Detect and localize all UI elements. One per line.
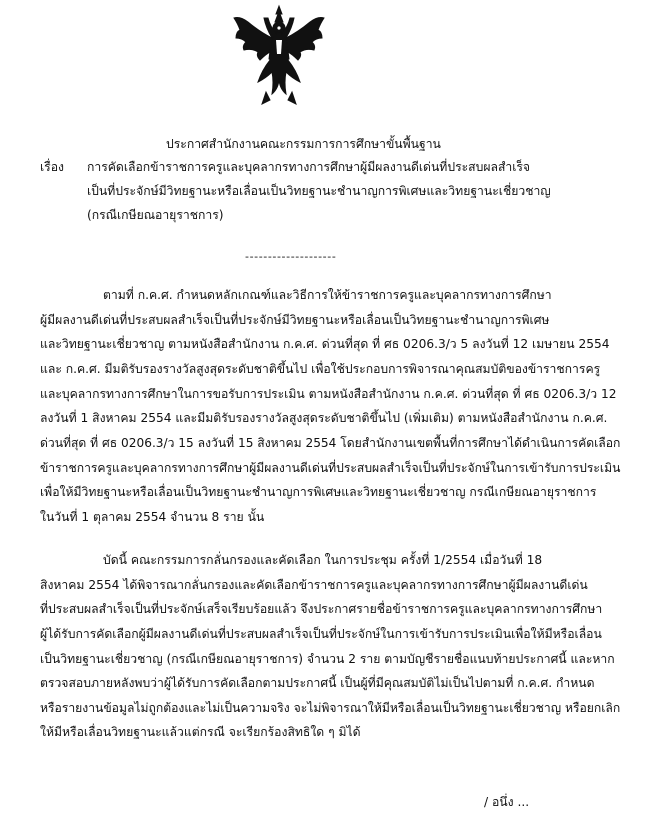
- continued-marker: / อนึ่ง ...: [484, 795, 530, 809]
- paragraph2-line: ผู้ได้รับการคัดเลือกผู้มีผลงานดีเด่นที่ประสบผลสำเร็จเป็นที่ประจักษ์ในการเข้ารับการประเมินเพื่อให้มีหรือเลื่อน: [40, 627, 602, 641]
- paragraph2-line: ให้มีหรือเลื่อนวิทยฐานะแล้วแต่กรณี จะเรียกร้องสิทธิใด ๆ มิได้: [40, 725, 361, 739]
- paragraph1-line: ข้าราชการครูและบุคลากรทางการศึกษาผู้มีผลงานดีเด่นที่ประสบผลสำเร็จเป็นที่ประจักษ์ในการเข้ารับการประเมิน: [40, 461, 621, 475]
- paragraph1-line: เพื่อให้มีวิทยฐานะหรือเลื่อนเป็นวิทยฐานะชำนาญการพิเศษและวิทยฐานะเชี่ยวชาญ กรณีเกษียณอายุราชการ: [40, 485, 597, 499]
- subject-line: เป็นที่ประจักษ์มีวิทยฐานะหรือเลื่อนเป็นวิทยฐานะชำนาญการพิเศษและวิทยฐานะเชี่ยวชาญ: [87, 184, 551, 198]
- paragraph2-line: ที่ประสบผลสำเร็จเป็นที่ประจักษ์เสร็จเรียบร้อยแล้ว จึงประกาศรายชื่อข้าราชการครูและบุคลากรทางการศึกษา: [40, 602, 603, 616]
- section-divider: --------------------: [245, 250, 337, 263]
- paragraph1-line: ในวันที่ 1 ตุลาคม 2554 จำนวน 8 ราย นั้น: [40, 510, 265, 524]
- garuda-emblem-icon: [232, 4, 326, 108]
- announcement-title: ประกาศสำนักงานคณะกรรมการการศึกษาขั้นพื้นฐาน: [166, 137, 441, 151]
- subject-line: การคัดเลือกข้าราชการครูและบุคลากรทางการศึกษาผู้มีผลงานดีเด่นที่ประสบผลสำเร็จ: [87, 160, 531, 174]
- paragraph2-line: ตรวจสอบภายหลังพบว่าผู้ได้รับการคัดเลือกตามประกาศนี้ เป็นผู้ที่มีคุณสมบัติไม่เป็นไปตามที่ ก.ค.ศ. กำหนด: [40, 676, 595, 690]
- paragraph2-line: เป็นวิทยฐานะเชี่ยวชาญ (กรณีเกษียณอายุราชการ) จำนวน 2 ราย ตามบัญชีรายชื่อแนบท้ายประกาศนี้ และหาก: [40, 652, 615, 666]
- subject-label: เรื่อง: [40, 160, 64, 174]
- paragraph2-line: บัดนี้ คณะกรรมการกลั่นกรองและคัดเลือก ในการประชุม ครั้งที่ 1/2554 เมื่อวันที่ 18: [103, 553, 543, 567]
- paragraph2-line: หรือรายงานข้อมูลไม่ถูกต้องและไม่เป็นความจริง จะไม่พิจารณาให้มีหรือเลื่อนเป็นวิทยฐานะเชี่ยวชาญ หรือยกเลิก: [40, 701, 621, 715]
- subject-line: (กรณีเกษียณอายุราชการ): [87, 208, 224, 222]
- paragraph1-line: และบุคลากรทางการศึกษาในการขอรับการประเมิน ตามหนังสือสำนักงาน ก.ค.ศ. ด่วนที่สุด ที่ ศธ 0206.3/ว 12: [40, 387, 617, 401]
- paragraph1-line: ผู้มีผลงานดีเด่นที่ประสบผลสำเร็จเป็นที่ประจักษ์มีวิทยฐานะหรือเลื่อนเป็นวิทยฐานะชำนาญการพิเศษ: [40, 313, 550, 327]
- paragraph1-line: และวิทยฐานะเชี่ยวชาญ ตามหนังสือสำนักงาน ก.ค.ศ. ด่วนที่สุด ที่ ศธ 0206.3/ว 5 ลงวันที่ 12 เมษายน 2554: [40, 337, 610, 351]
- paragraph2-line: สิงหาคม 2554 ได้พิจารณากลั่นกรองและคัดเลือกข้าราชการครูและบุคลากรทางการศึกษาผู้มีผลงานดีเด่น: [40, 578, 588, 592]
- paragraph1-line: และ ก.ค.ศ. มีมติรับรองรางวัลสูงสุดระดับชาติขึ้นไป เพื่อใช้ประกอบการพิจารณาคุณสมบัติของข้าราชการครู: [40, 362, 601, 376]
- paragraph1-line: ตามที่ ก.ค.ศ. กำหนดหลักเกณฑ์และวิธีการให้ข้าราชการครูและบุคลากรทางการศึกษา: [103, 288, 552, 302]
- paragraph1-line: ลงวันที่ 1 สิงหาคม 2554 และมีมติรับรองรางวัลสูงสุดระดับชาติขึ้นไป (เพิ่มเติม) ตามหนังสือสำนักงาน ก.ค.ศ.: [40, 411, 608, 425]
- paragraph1-line: ด่วนที่สุด ที่ ศธ 0206.3/ว 15 ลงวันที่ 15 สิงหาคม 2554 โดยสำนักงานเขตพื้นที่การศึกษาได้ดำเนินการคัดเลือก: [40, 436, 621, 450]
